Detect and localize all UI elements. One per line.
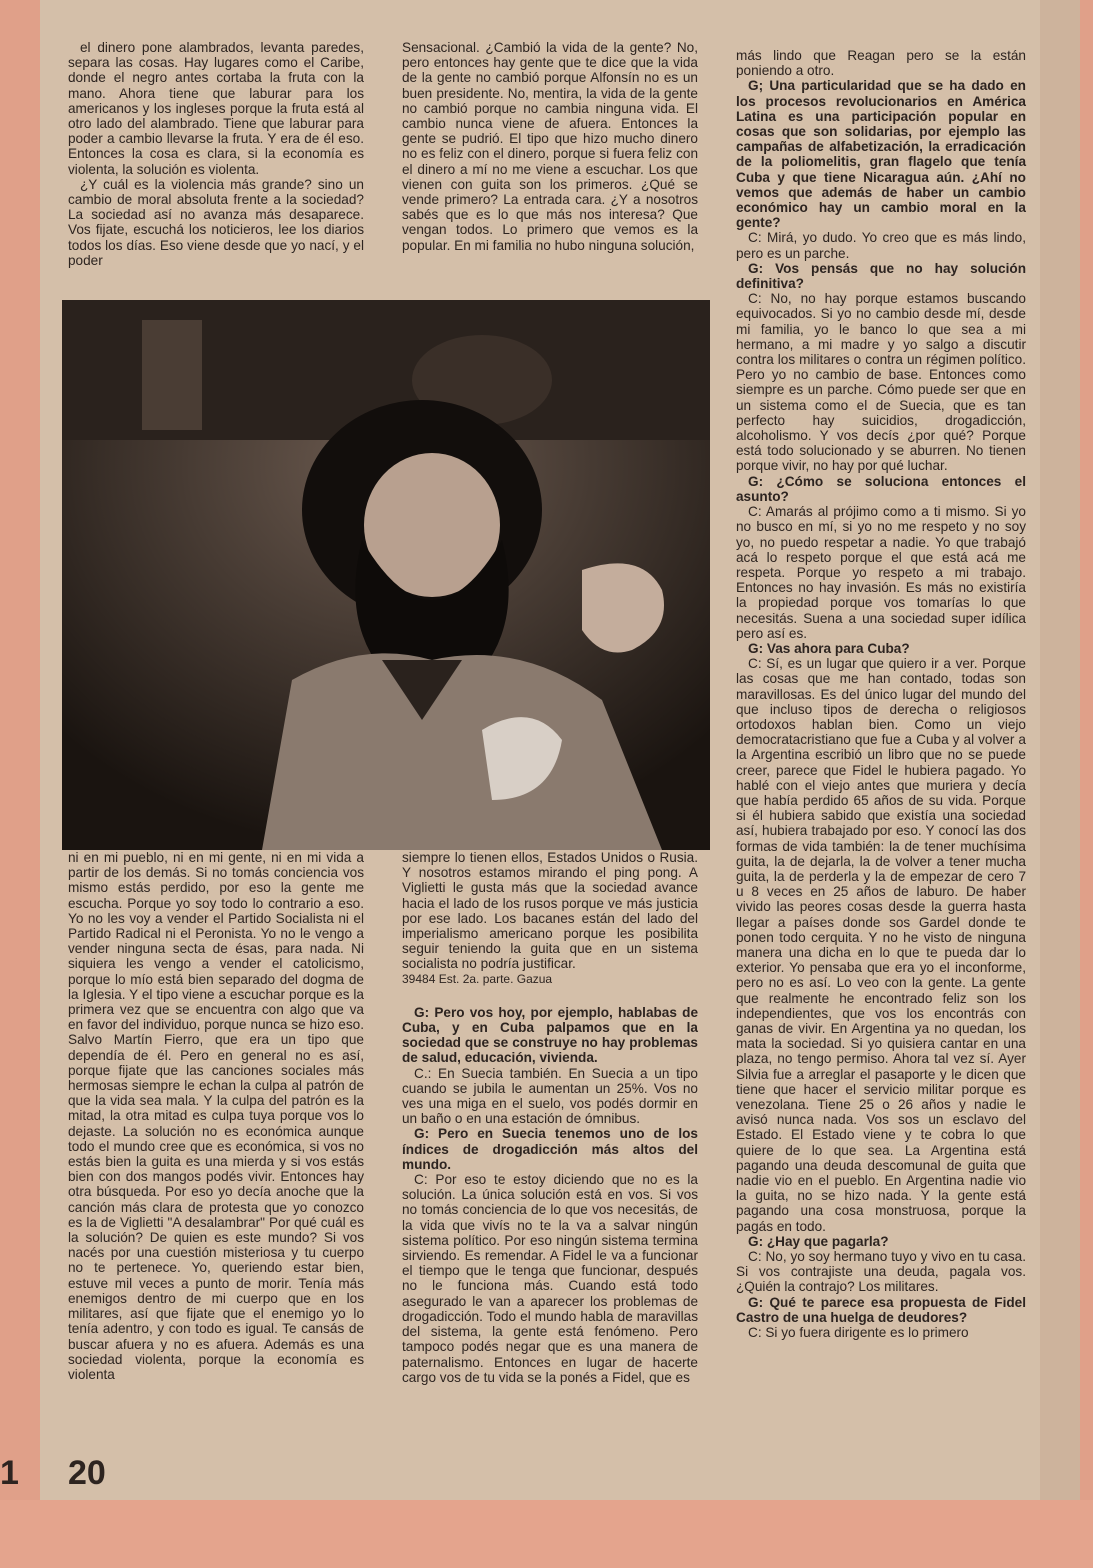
answer-paragraph: C: Amarás al prójimo como a ti mismo. Si yo no busco en mí, si yo no me respeto y no soy yo, no puedo respetar a nadie. Yo que trabajó acá lo respeto porque el que está acá me respeta. Porque yo respeto a mi trabajo. Entonces no hay invasión. Es más no existiría la propiedad porque vos tomarías lo que necesitás. Suena a una sociedad super idílica pero así es. [736, 504, 1026, 641]
question-paragraph: G: ¿Cómo se soluciona entonces el asunto? [736, 473, 1026, 504]
question-paragraph: G: Pero vos hoy, por ejemplo, hablabas de Cuba, y en Cuba palpamos que en la sociedad que se construye no hay problemas de salud, educación, vivienda. [402, 1004, 698, 1066]
answer-paragraph: C: Mirá, yo dudo. Yo creo que es más lindo, pero es un parche. [736, 230, 1026, 261]
column-1-top [68, 40, 364, 268]
answer-paragraph: C: Sí, es un lugar que quiero ir a ver. Porque las cosas que me han contado, todas son maravillosas. Es del único lugar del mundo del que incluso tipos de derecha o religiosos ortodoxos hablan bien. Como un viejo democratacristiano que fue a Cuba y al volver a la Argentina escribió un libro que no se puede creer, parece que Fidel le hubiera pagado. Yo hablé con el viejo antes que muriera y decía que había perdido 65 años de su vida. Porque si él hubiera sabido que existía una sociedad así, hubiera trabajado por eso. Y conocí las dos formas de vida también: la de tener muchísima guita, la de dejarla, la de volver a tener mucha guita, la de perderla y la de empezar de cero 7 u 8 veces en 25 años de laburo. De haber vivido las peores cosas desde la guerra hasta llegar a países donde sos Gardel donde te ponen todo cerquita. Y no he visto de ninguna manera una dicha en lo que te pueda dar lo exterior. Yo pensaba que era yo el inconforme, pero no es así. Lo veo con la gente. La gente que realmente he encontrado feliz son los independientes, que vos los encontrás con ganas de vivir. En Argentina ya no quedan, los mata la sociedad. Si yo quisiera cantar en una plaza, no tengo permiso. Ahora tal vez sí. Ayer Silvia fue a arreglar el pasaporte y le dicen que tiene que hacer el servicio militar porque es venezolana. Tiene 25 o 26 años y nadie le avisó nunca nada. Vos sos un esclavo del Estado. El Estado viene y te cobra lo que quiere de lo que sea. La Argentina está pagando una deuda descomunal de guita que nadie vio en el pueblo. En Argentina nadie vio la guita, no se hizo nada. Y la gente está pagando una cosa monstruosa, porque la pagás en todo. [736, 656, 1026, 1234]
answer-paragraph: más lindo que Reagan pero se la están poniendo a otro. [736, 48, 1026, 79]
column-2-top [402, 40, 698, 253]
answer-paragraph: C: Si yo fuera dirigente es lo primero [748, 1325, 969, 1341]
column-1-bottom [68, 850, 364, 1382]
answer-paragraph: C: No, yo soy hermano tuyo y vivo en tu casa. Si vos contrajiste una deuda, pagala vos. ¿Quién la contrajo? Los militares. [736, 1249, 1026, 1295]
interview-photo [62, 300, 710, 850]
answer-paragraph: ni en mi pueblo, ni en mi gente, ni en mi vida a partir de los demás. Si no tomás conciencia vos mismo estás perdido, por eso la gente me escucha. Porque yo soy todo lo contrario a eso. Yo no les voy a vender el Partido Socialista ni el Partido Radical ni el Peronista. Yo no le vengo a vender ninguna secta de ésas, para nada. Ni siquiera les vengo a vender el catolicismo, porque lo mío está bien separado del dogma de la Iglesia. Y el tipo viene a escuchar porque es la primera vez que se encuentra con algo que va en favor del individuo, porque nunca se hizo eso. Salvo Martín Fierro, que era un tipo que dependía de él. Pero en general no es así, porque fijate que las canciones sociales más hermosas siempre le echan la culpa al patrón de que la vida sea mala. Y la culpa del patrón es la mitad, la otra mitad es culpa tuya porque vos lo dejaste. La solución no es económica aunque todo el mundo cree que es económica, si vos no estás bien la guita es una mierda y si vos estás bien con dos mangos podés vivir. Entonces hay otra búsqueda. Por eso yo decía anoche que la canción más clara de protesta que yo conozco es la de Viglietti "A desalambrar" Por qué cuál es la solución? De quien es este mundo? Si vos nacés por una cuestión misteriosa y tu cuerpo no te pertenece. Yo, queriendo estar bien, estuve mil veces a punto de morir. Tenía más enemigos dentro de mi cuerpo que en los militares, así que fijate que el enemigo yo lo tenía adentro, y con todo es igual. Te cansás de buscar afuera y no es afuera. Además es una sociedad violenta, porque la economía es violenta [68, 850, 364, 1382]
answer-paragraph: C.: En Suecia también. En Suecia a un tipo cuando se jubila le aumentan un 25%. Vos no ves una miga en el suelo, vos podés dormir en un baño o en una estación de ómnibus. [402, 1065, 698, 1127]
answer-paragraph: ¿Y cuál es la violencia más grande? sino un cambio de moral absoluta frente a la sociedad? La sociedad así no avanza más desaparece. Vos fijate, escuchá los noticieros, lee los diarios todos los días. Eso viene desde que yo nací, y el poder [68, 176, 364, 268]
answer-paragraph: el dinero pone alambrados, levanta paredes, separa las cosas. Hay lugares como el Caribe, donde el negro antes cortaba la fruta con la mano. Ahora tiene que laburar para los americanos y los ingleses porque la fruta está al otro lado del alambrado. Tiene que laburar para poder a cambio llevarse la fruta. Y era de él eso. Entonces la cosa es clara, si la economía es violenta, la solución es violenta. [68, 40, 364, 177]
answer-paragraph: C: No, no hay porque estamos buscando equivocados. Si yo no cambio desde mí, desde mi familia, yo le banco lo que sea a mi hermano, a mi madre y yo salgo a discutir contra los militares o contra un régimen político. Pero yo no cambio de base. Entonces como siempre es un parche. Cómo puede ser que en un sistema como el de Suecia, que es tan perfecto hay suicidios, drogadicción, alcoholismo. Y vos decís ¿por qué? Porque está todo solucionado y se aburren. No tienen porque vivir, no hay por qué luchar. [736, 291, 1026, 474]
question-paragraph: G: ¿Hay que pagarla? [748, 1233, 889, 1249]
column-2-bottom [402, 850, 698, 1385]
answer-paragraph: C: Por eso te estoy diciendo que no es la solución. La única solución está en vos. Si vos no tomás conciencia de lo que vos necesitás, de la vida que vivís no te la va a salvar ningún sistema político. Por eso ningún sistema termina sirviendo. Es remendar. A Fidel le va a funcionar el tiempo que le tenga que funcionar, después no le funciona más. Cuando está todo asegurado le van a aparecer los problemas de drogadicción. Todo el mundo habla de maravillas del sistema, la gente está fenómeno. Pero tampoco podés negar que es una manera de paternalismo. Entonces en lugar de hacerte cargo vos de tu vida se la ponés a Fidel, que es [402, 1172, 698, 1385]
answer-paragraph: 39484 Est. 2a. parte. Gazua [402, 971, 553, 986]
page-number: 20 [68, 1454, 106, 1492]
answer-paragraph: Sensacional. ¿Cambió la vida de la gente? No, pero entonces hay gente que te dice que la vida de la gente no cambió porque Alfonsín no es un buen presidente. No, mentira, la vida de la gente no cambió porque no cambia ninguna vida. El cambio nunca viene de afuera. Entonces la gente se pudrió. El tipo que hizo mucho dinero no es feliz con el dinero, porque si fuera feliz con el dinero a mí no me viene a escuchar. Los que vienen con guita son los primeros. ¿Qué se vende primero? La entrada cara. ¿Y a nosotros sabés que es lo que más nos interesa? Que vengan todos. Lo primero que vemos es la popular. En mi familia no hubo ninguna solución, [402, 40, 698, 253]
page-edge [1040, 0, 1080, 1540]
photo-illustration [62, 300, 710, 850]
paper-background [0, 1500, 1093, 1568]
question-paragraph: G; Una particularidad que se ha dado en los procesos revolucionarios en América Latina es una participación popular en cosas que son solidarias, por ejemplo las campañas de alfabetización, la erradicación de la poliomelitis, gran flagelo que tenía Cuba y que tiene Nicaragua aún. ¿Ahí no vemos que además de haber un cambio económico hay un cambio moral en la gente? [736, 78, 1026, 231]
question-paragraph: G: Vas ahora para Cuba? [748, 640, 910, 656]
question-paragraph: G: Qué te parece esa propuesta de Fidel Castro de una huelga de deudores? [736, 1294, 1026, 1325]
edge-mark: 1 [0, 1454, 19, 1492]
question-paragraph: G: Pero en Suecia tenemos uno de los índices de drogadicción más altos del mundo. [402, 1126, 698, 1172]
column-3 [736, 48, 1026, 1340]
question-paragraph: G: Vos pensás que no hay solución definitiva? [736, 260, 1026, 292]
answer-paragraph: siempre lo tienen ellos, Estados Unidos o Rusia. Y nosotros estamos mirando el ping pong. A Viglietti le gusta más que la sociedad avance hacia el lado de los rusos porque ve más justicia por ese lado. Los bacanes están del lado del imperialismo americano porque les posibilita seguir teniendo la guita que en un sistema socialista no podría justificar. [402, 850, 698, 972]
